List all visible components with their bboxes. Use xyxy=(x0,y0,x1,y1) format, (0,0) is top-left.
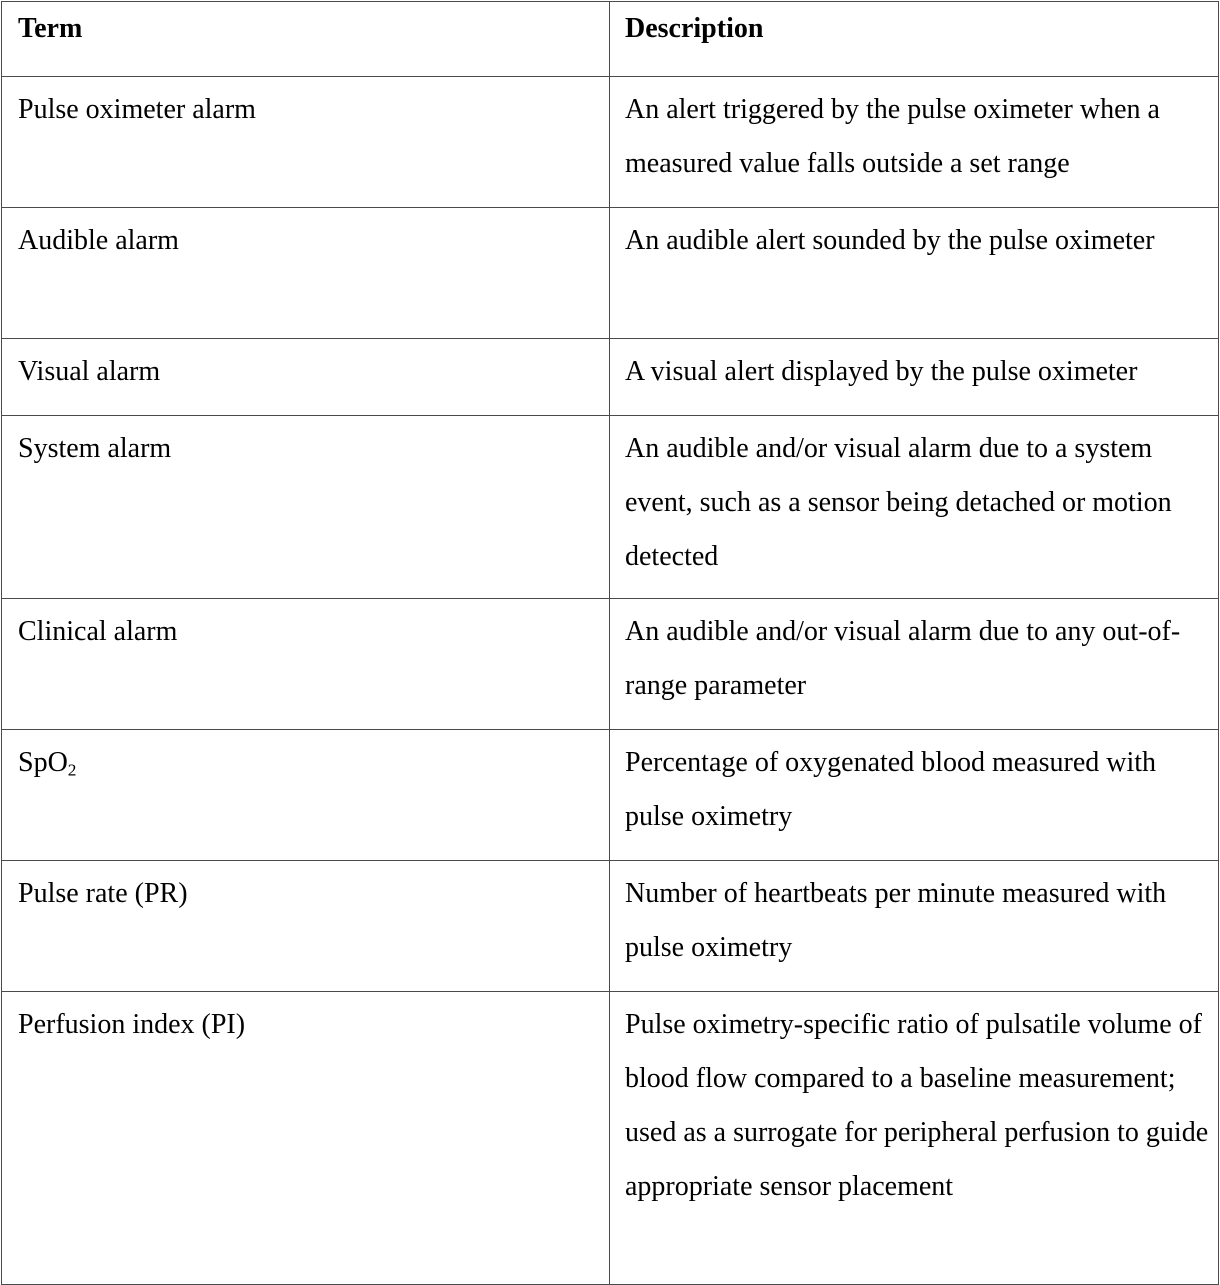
term-cell: Perfusion index (PI) xyxy=(2,992,610,1285)
description-cell: An alert triggered by the pulse oximeter when a measured value falls outside a set range xyxy=(610,77,1219,208)
table-row xyxy=(2,208,1219,339)
description-cell: An audible and/or visual alarm due to any out-of-range parameter xyxy=(610,599,1219,730)
table-row xyxy=(2,339,1219,416)
table-row xyxy=(2,599,1219,730)
table-row xyxy=(2,861,1219,992)
table-row xyxy=(2,416,1219,599)
table-row xyxy=(2,992,1219,1285)
term-cell: Clinical alarm xyxy=(2,599,610,730)
term-cell: Audible alarm xyxy=(2,208,610,339)
description-cell: A visual alert displayed by the pulse oximeter xyxy=(610,339,1219,416)
header-description: Description xyxy=(610,2,1219,77)
terms-table xyxy=(1,1,1219,1285)
description-cell: An audible alert sounded by the pulse oximeter xyxy=(610,208,1219,339)
term-subscript: 2 xyxy=(67,760,77,780)
table-row xyxy=(2,730,1219,861)
description-cell: Percentage of oxygenated blood measured with pulse oximetry xyxy=(610,730,1219,861)
description-cell: Number of heartbeats per minute measured with pulse oximetry xyxy=(610,861,1219,992)
description-cell: Pulse oximetry-specific ratio of pulsatile volume of blood flow compared to a baseline measurement; used as a surrogate for peripheral perfusion to guide appropriate sensor placement xyxy=(610,992,1219,1285)
term-cell: Visual alarm xyxy=(2,339,610,416)
table-row xyxy=(2,77,1219,208)
term-cell xyxy=(2,730,610,861)
term-main-text: SpO xyxy=(18,747,68,778)
header-term: Term xyxy=(2,2,610,77)
description-cell: An audible and/or visual alarm due to a system event, such as a sensor being detached or motion detected xyxy=(610,416,1219,599)
term-cell: Pulse rate (PR) xyxy=(2,861,610,992)
term-cell: Pulse oximeter alarm xyxy=(2,77,610,208)
header-row xyxy=(2,2,1219,77)
term-cell: System alarm xyxy=(2,416,610,599)
